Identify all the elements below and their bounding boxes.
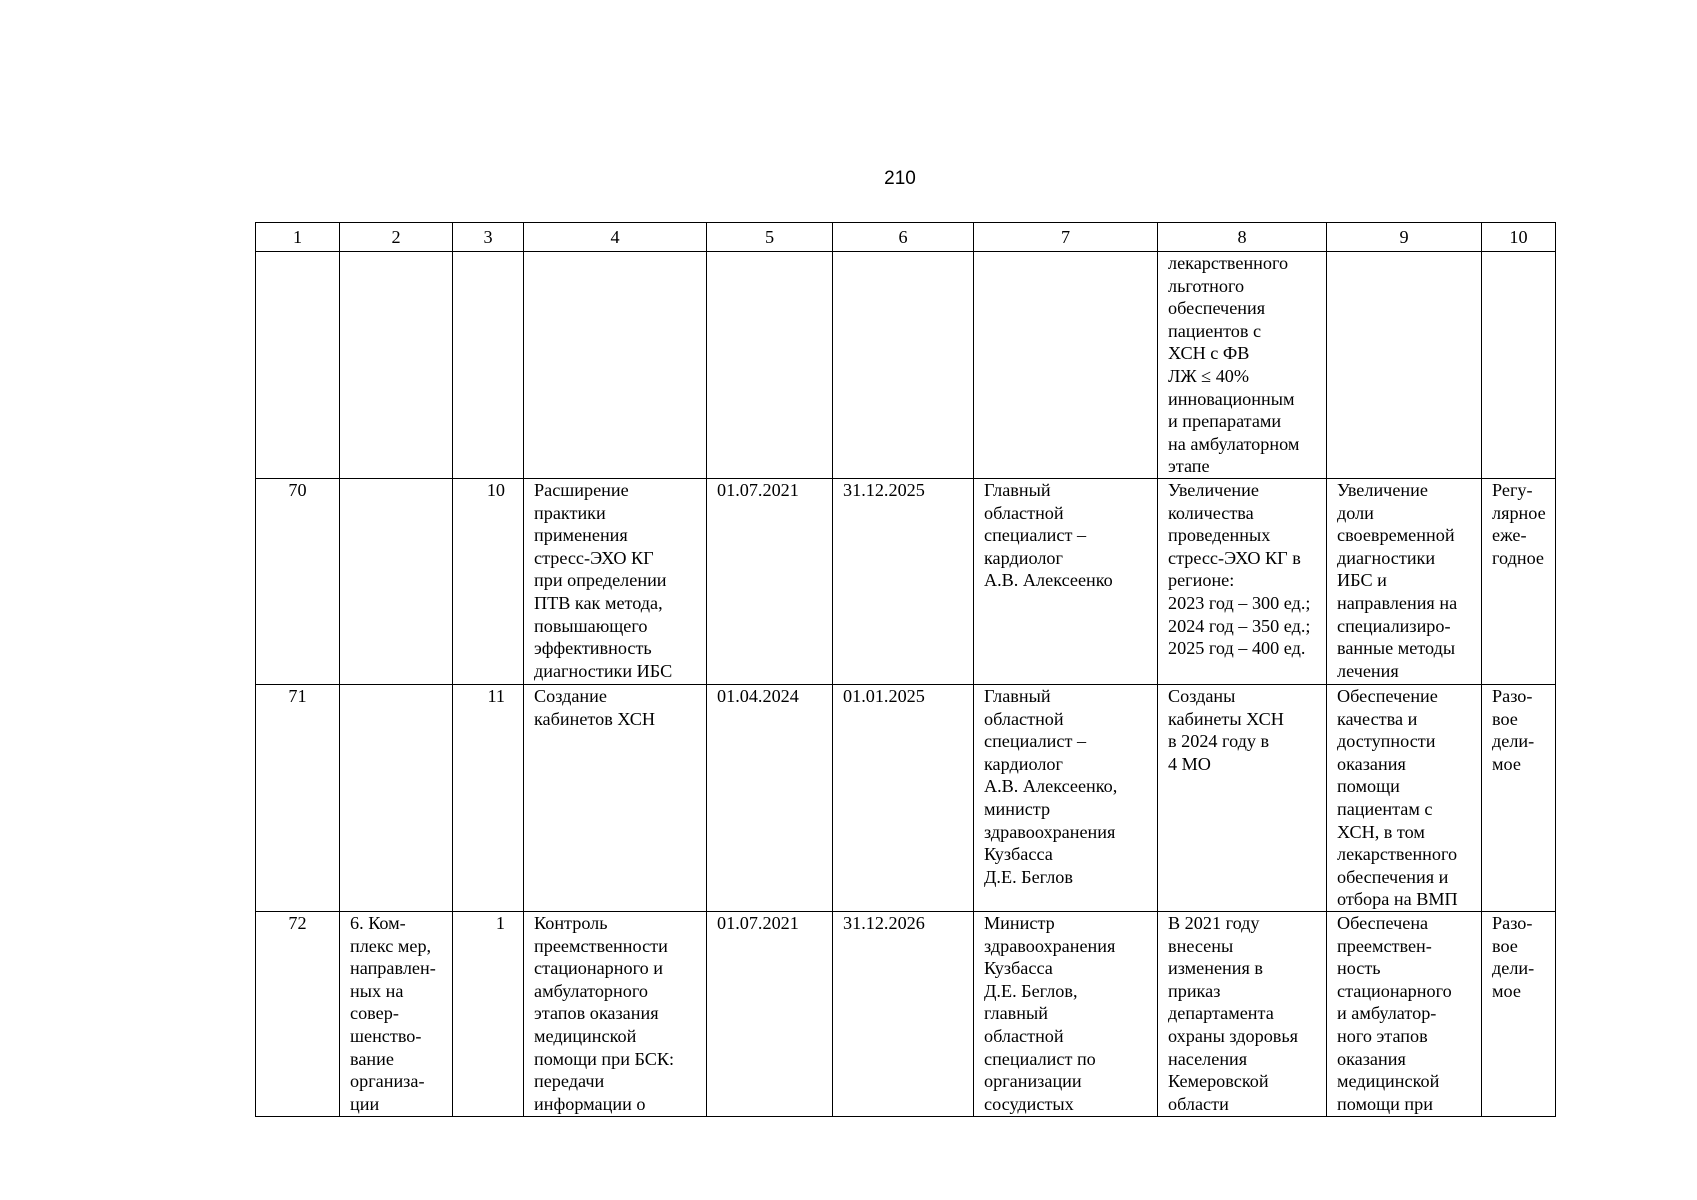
item-number-cell: 11 [453,685,524,912]
direction-cell [340,479,453,685]
column-header-3: 3 [453,223,524,252]
table-row [256,911,1556,1116]
responsible-cell: Главный областной специалист – кардиолог А.В. Алексеенко, министр здравоохранения Кузбасса Д.Е. Беглов [974,685,1158,912]
responsible-cell [974,252,1158,479]
effect-cell [1327,252,1482,479]
table-row [256,685,1556,912]
frequency-cell: Разо- вое дели- мое [1482,911,1556,1116]
direction-cell: 6. Ком- плекс мер, направлен- ных на совер- шенство- вание организа- ции [340,911,453,1116]
table-row [256,479,1556,685]
effect-cell: Увеличение доли своевременной диагностики ИБС и направления на специализиро- ванные методы лечения [1327,479,1482,685]
activity-cell: Контроль преемственности стационарного и амбулаторного этапов оказания медицинской помощи при БСК: передачи информации о [524,911,707,1116]
item-number-cell: 1 [453,911,524,1116]
direction-cell [340,252,453,479]
column-header-9: 9 [1327,223,1482,252]
header-row [256,223,1556,252]
activity-cell: Создание кабинетов ХСН [524,685,707,912]
column-header-8: 8 [1158,223,1327,252]
frequency-cell: Разо- вое дели- мое [1482,685,1556,912]
column-header-1: 1 [256,223,340,252]
row-number-cell [256,252,340,479]
start-date-cell: 01.04.2024 [707,685,833,912]
end-date-cell: 31.12.2026 [833,911,974,1116]
activity-cell [524,252,707,479]
direction-cell [340,685,453,912]
result-cell: Увеличение количества проведенных стресс-ЭХО КГ в регионе: 2023 год – 300 ед.; 2024 год – 350 ед.; 2025 год – 400 ед. [1158,479,1327,685]
column-header-7: 7 [974,223,1158,252]
document-table [255,222,1556,1117]
activity-cell: Расширение практики применения стресс-ЭХО КГ при определении ПТВ как метода, повышающего эффективность диагностики ИБС [524,479,707,685]
effect-cell: Обеспечена преемствен- ность стационарного и амбулатор- ного этапов оказания медицинской помощи при [1327,911,1482,1116]
row-number-cell: 70 [256,479,340,685]
page-number: 210 [884,168,916,189]
item-number-cell: 10 [453,479,524,685]
end-date-cell: 01.01.2025 [833,685,974,912]
column-header-5: 5 [707,223,833,252]
item-number-cell [453,252,524,479]
row-number-cell: 71 [256,685,340,912]
result-cell: лекарственного льготного обеспечения пациентов с ХСН с ФВ ЛЖ ≤ 40% инновационным и препаратами на амбулаторном этапе [1158,252,1327,479]
responsible-cell: Главный областной специалист – кардиолог А.В. Алексеенко [974,479,1158,685]
frequency-cell [1482,252,1556,479]
column-header-2: 2 [340,223,453,252]
result-cell: Созданы кабинеты ХСН в 2024 году в 4 МО [1158,685,1327,912]
row-number-cell: 72 [256,911,340,1116]
end-date-cell: 31.12.2025 [833,479,974,685]
start-date-cell [707,252,833,479]
column-header-4: 4 [524,223,707,252]
start-date-cell: 01.07.2021 [707,911,833,1116]
frequency-cell: Регу- лярное еже- годное [1482,479,1556,685]
result-cell: В 2021 году внесены изменения в приказ департамента охраны здоровья населения Кемеровской области [1158,911,1327,1116]
column-header-6: 6 [833,223,974,252]
table-row [256,252,1556,479]
start-date-cell: 01.07.2021 [707,479,833,685]
column-header-10: 10 [1482,223,1556,252]
end-date-cell [833,252,974,479]
responsible-cell: Министр здравоохранения Кузбасса Д.Е. Беглов, главный областной специалист по организации сосудистых [974,911,1158,1116]
effect-cell: Обеспечение качества и доступности оказания помощи пациентам с ХСН, в том лекарственного обеспечения и отбора на ВМП [1327,685,1482,912]
